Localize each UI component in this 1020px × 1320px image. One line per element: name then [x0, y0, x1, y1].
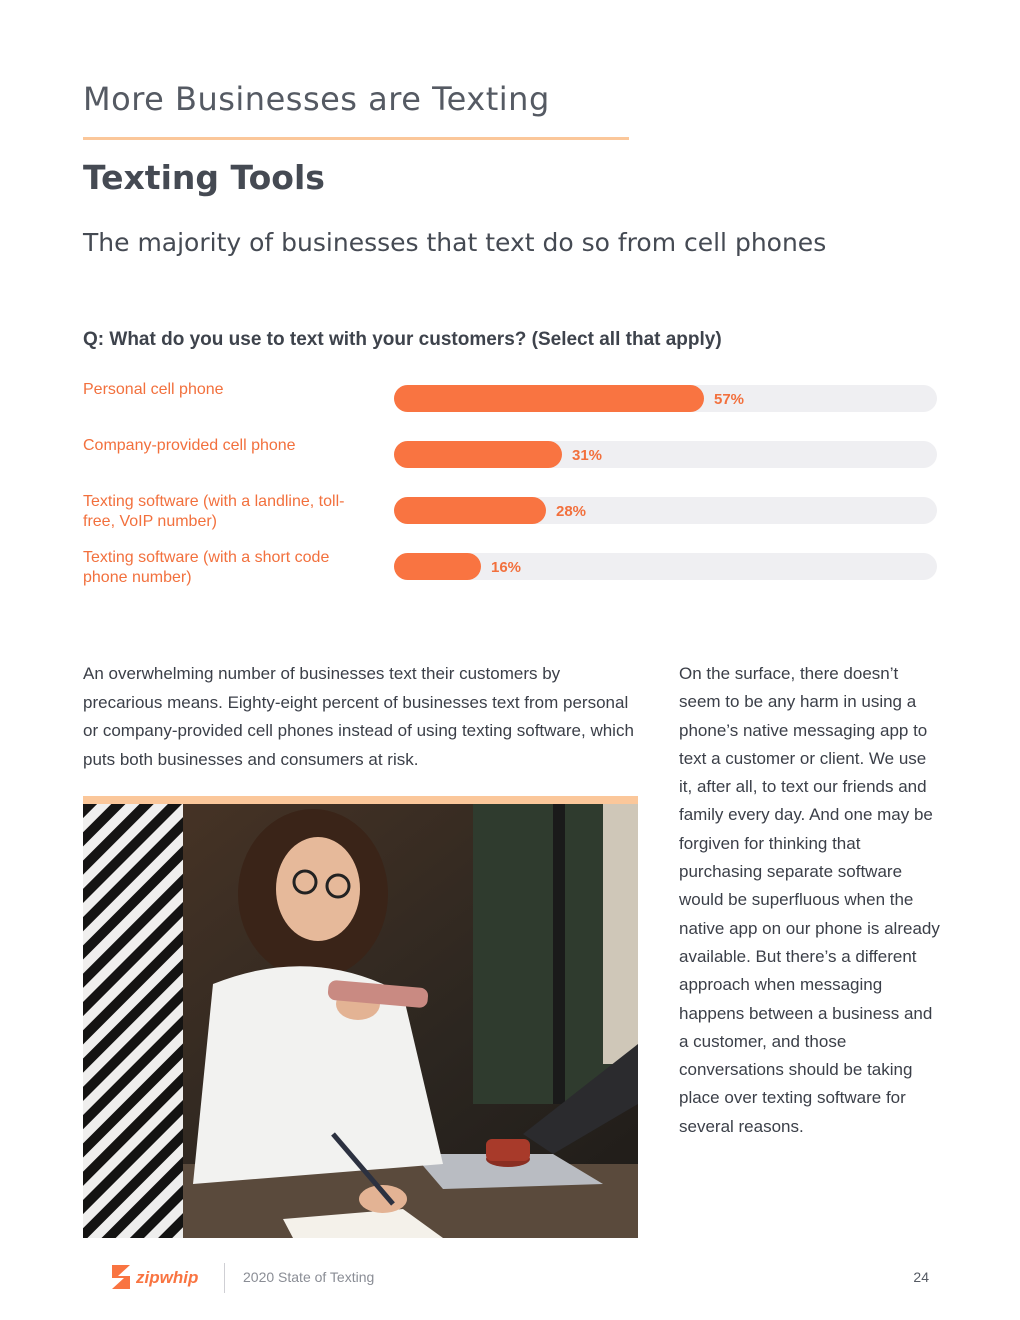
survey-question: Q: What do you use to text with your customers? (Select all that apply): [83, 329, 722, 350]
bar-track: [394, 553, 937, 580]
bar: [394, 553, 481, 580]
bar: [394, 385, 704, 412]
bar-value-label: 31%: [572, 447, 603, 464]
bar-category-label: Personal cell phone: [83, 381, 224, 398]
bar-track: [394, 497, 937, 524]
title-underline: [83, 137, 629, 140]
bar-value-label: 28%: [556, 503, 587, 520]
page-subheading: The majority of businesses that text do so from cell phones: [83, 228, 827, 257]
bar-row: [83, 492, 943, 542]
bar-category-label: Texting software (with a landline, toll-free, VoIP number): [83, 493, 345, 530]
bar-value-label: 57%: [714, 391, 745, 408]
bar-value-label: 16%: [491, 559, 522, 576]
bar-chart: [83, 380, 943, 600]
bar-row: [83, 436, 943, 486]
page-number: 24: [913, 1269, 929, 1285]
bar-row: [83, 548, 943, 598]
page-heading: Texting Tools: [83, 158, 325, 197]
bar: [394, 441, 562, 468]
bar-row: [83, 380, 943, 430]
section-title: More Businesses are Texting: [83, 80, 550, 118]
footer-divider: [224, 1263, 225, 1293]
zipwhip-logo: [108, 1262, 208, 1292]
photo-woman-texting: [83, 804, 638, 1238]
photo-accent-bar: [83, 796, 638, 804]
logo-wordmark: zipwhip: [136, 1268, 199, 1287]
bar: [394, 497, 546, 524]
bar-category-label: Company-provided cell phone: [83, 437, 296, 454]
body-paragraph-left: An overwhelming number of businesses text their customers by precarious means. Eighty-eight percent of businesses text from personal or company-provided cell phones instead of using texting software, which puts both businesses and consumers at risk.: [83, 664, 634, 769]
body-paragraph-right: On the surface, there doesn’t seem to be any harm in using a phone’s native messaging app to text a customer or client. We use it, after all, to text our friends and family every day. And one may be forgiven for thinking that purchasing separate software would be superfluous when the native app on our phone is already available. But there’s a different approach when messaging happens between a business and a customer, and those conversations should be taking place over texting software for several reasons.: [679, 664, 940, 1136]
footer-report-title: 2020 State of Texting: [243, 1269, 375, 1285]
photo-illustration: [83, 804, 638, 1238]
bar-track: [394, 385, 937, 412]
bar-category-label: Texting software (with a short code phone number): [83, 549, 330, 586]
bar-track: [394, 441, 937, 468]
